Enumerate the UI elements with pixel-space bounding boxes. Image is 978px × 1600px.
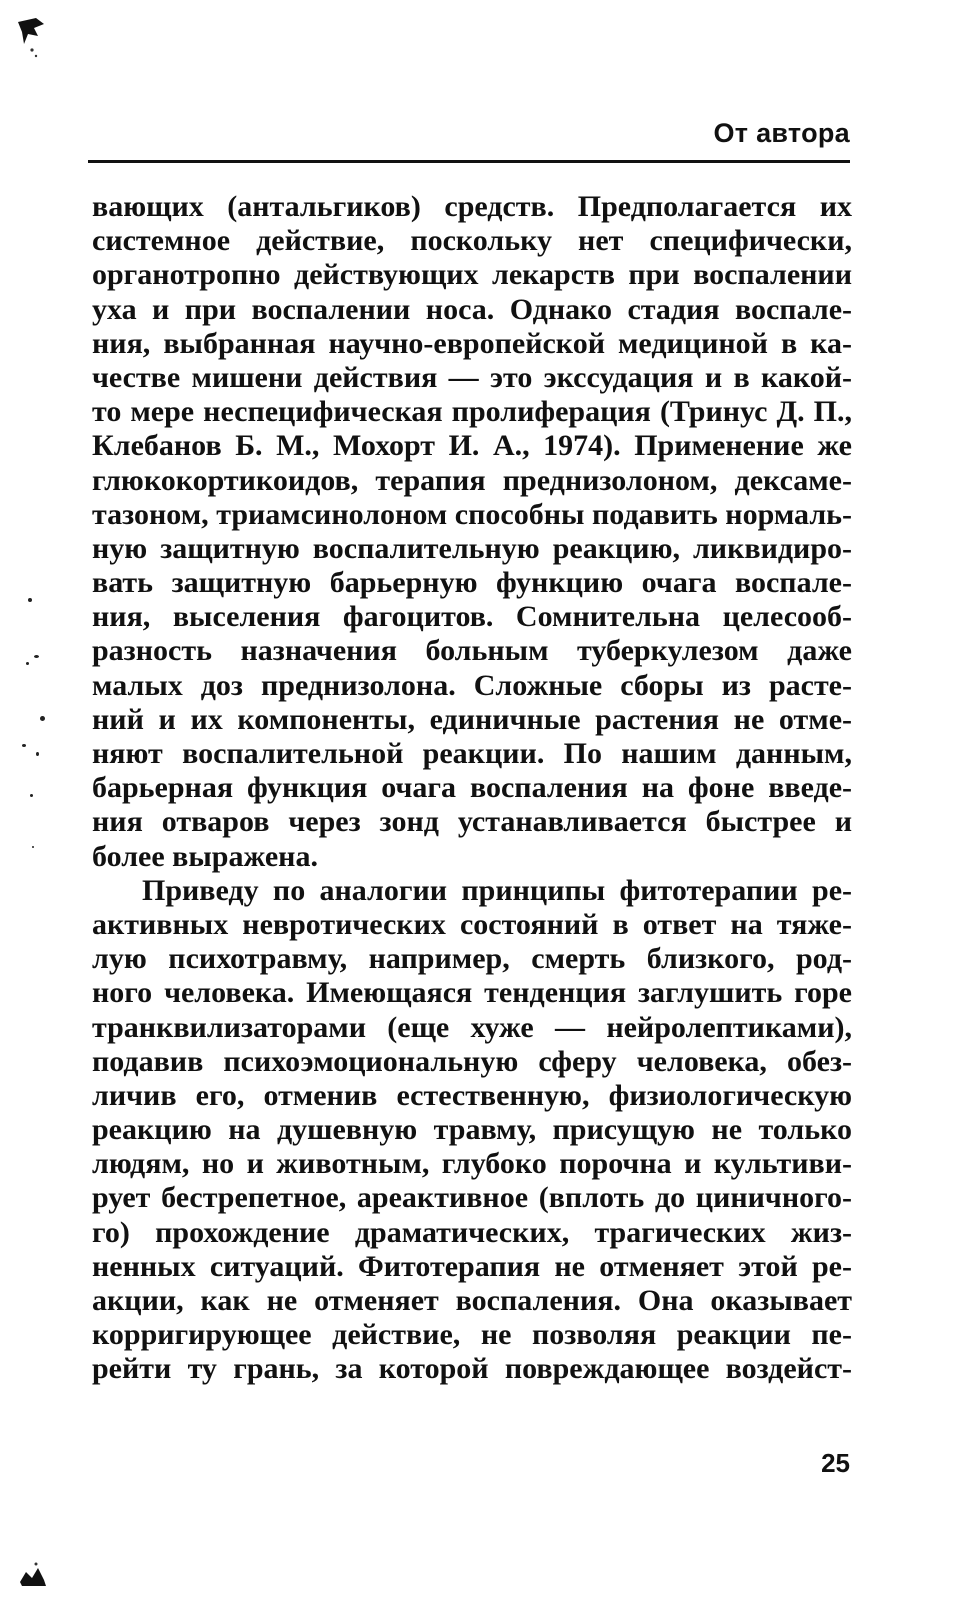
text-line: ния, выбранная научно-европейской медициной в ка- xyxy=(92,326,852,360)
text-line: органотропно действующих лекарств при воспалении xyxy=(92,258,852,292)
scan-speck xyxy=(36,752,39,756)
text-line: системное действие, поскольку нет специфически, xyxy=(92,224,852,258)
text-line: ную защитную воспалительную реакцию, ликвидиро- xyxy=(92,531,852,565)
text-line: лую психотравму, например, смерть близкого, род- xyxy=(92,942,852,976)
text-line: Приведу по аналогии принципы фитотерапии ре- xyxy=(142,873,852,907)
text-line: вающих (антальгиков) средств. Предполагается их xyxy=(92,190,852,223)
scan-speck xyxy=(34,655,39,658)
scan-speck xyxy=(40,716,45,721)
text-line: активных невротических состояний в ответ на тяже- xyxy=(92,907,852,941)
text-line: разность назначения больным туберкулезом даже xyxy=(92,634,852,668)
text-line: более выражена. xyxy=(92,839,318,873)
text-line: уха и при воспалении носа. Однако стадия воспале- xyxy=(92,292,852,326)
scan-artifact-bottom-icon xyxy=(16,1560,50,1590)
scan-artifact-top-icon xyxy=(14,16,50,62)
text-line: тазоном, триамсинолоном способны подавить нормаль- xyxy=(92,497,852,531)
scan-speck xyxy=(22,744,26,747)
text-line: реакцию на душевную травму, присущую не только xyxy=(92,1113,852,1147)
text-line: то мере неспецифическая пролиферация (Тринус Д. П., xyxy=(92,395,852,429)
scan-speck xyxy=(30,794,33,797)
text-line: барьерная функция очага воспаления на фоне введе- xyxy=(92,771,852,805)
text-line: вать защитную барьерную функцию очага воспале- xyxy=(92,566,852,600)
text-line: транквилизаторами (еще хуже — нейролептиками), xyxy=(92,1010,852,1044)
running-title: От автора xyxy=(713,118,850,148)
text-line: ния, выселения фагоцитов. Сомнительна целесооб- xyxy=(92,600,852,634)
text-line: глюкокортикоидов, терапия преднизолоном, дексаме- xyxy=(92,463,852,497)
paragraph-1 xyxy=(92,190,852,874)
scan-speck xyxy=(28,598,32,602)
text-line: ния отваров через зонд устанавливается быстрее и xyxy=(92,805,852,839)
text-line: рует бестрепетное, ареактивное (вплоть до циничного- xyxy=(92,1181,852,1215)
text-line: людям, но и животным, глубоко порочна и культиви- xyxy=(92,1147,852,1181)
page-number: 25 xyxy=(821,1448,850,1478)
text-line: корригирующее действие, не позволяя реакции пе- xyxy=(92,1318,852,1352)
scan-speck xyxy=(32,846,34,848)
text-line: честве мишени действия — это экссудация и в какой- xyxy=(92,360,852,394)
text-line: Клебанов Б. М., Мохорт И. А., 1974). Применение же xyxy=(92,429,852,463)
text-line: подавив психоэмоциональную сферу человека, обез- xyxy=(92,1044,852,1078)
text-line: личив его, отменив естественную, физиологическую xyxy=(92,1078,852,1112)
text-line: го) прохождение драматических, трагических жиз- xyxy=(92,1215,852,1249)
text-line: ненных ситуаций. Фитотерапия не отменяет этой ре- xyxy=(92,1249,852,1283)
text-line: ного человека. Имеющаяся тенденция заглушить горе xyxy=(92,976,852,1010)
text-line: акции, как не отменяет воспаления. Она оказывает xyxy=(92,1284,852,1317)
scan-speck xyxy=(26,662,29,665)
text-line: няют воспалительной реакции. По нашим данным, xyxy=(92,737,852,770)
page-body xyxy=(92,190,852,1387)
header-rule xyxy=(88,160,850,163)
paragraph-2 xyxy=(92,874,852,1387)
text-line: малых доз преднизолона. Сложные сборы из расте- xyxy=(92,668,852,702)
text-line: ний и их компоненты, единичные растения не отме- xyxy=(92,702,852,736)
text-line: рейти ту грань, за которой повреждающее воздейст- xyxy=(92,1352,852,1386)
